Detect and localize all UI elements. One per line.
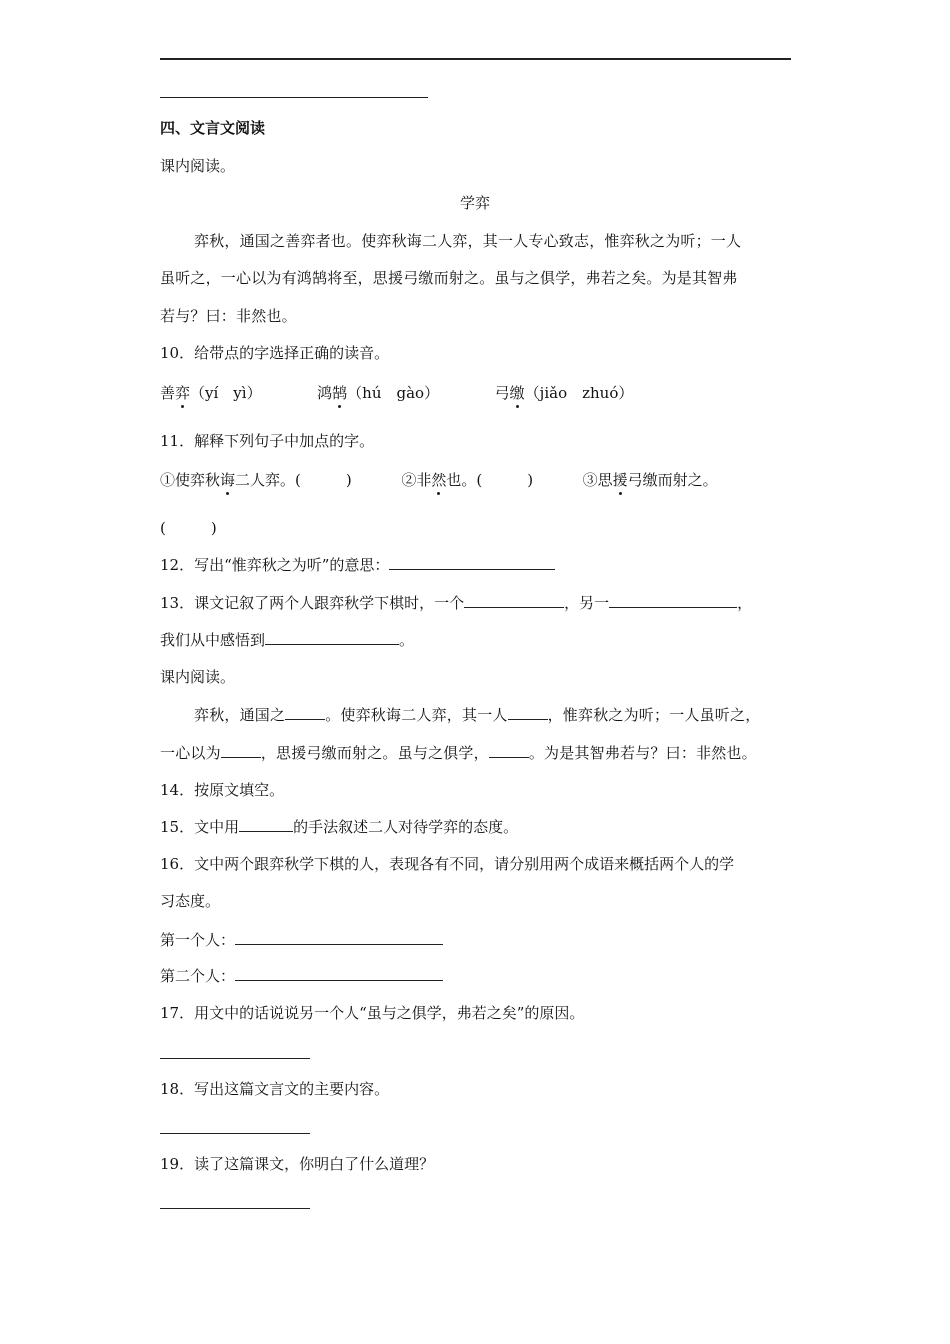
fill-blank-1[interactable]: [285, 705, 325, 720]
q16-line-1: 16．文中两个跟弈秋学下棋的人，表现各有不同，请分别用两个成语来概括两个人的学: [160, 855, 735, 873]
q13-blank-2[interactable]: [609, 593, 737, 608]
q11-item-3: ③思援弓缴而射之。: [582, 471, 718, 489]
answer-line-prev: [160, 97, 428, 98]
reading2-line-2: 一心以为 ，思援弓缴而射之。虽与之俱学， 。为是其智弗若与？曰：非然也。: [160, 744, 757, 762]
fill-blank-4[interactable]: [489, 743, 529, 758]
q17-stem: 17．用文中的话说说另一个人“虽与之俱学，弗若之矣”的原因。: [160, 1004, 585, 1022]
q13-line-2: 我们从中感悟到 。: [160, 631, 415, 649]
fill-blank-3[interactable]: [221, 743, 261, 758]
q11-item-1: ①使弈秋诲二人弈。( ): [160, 471, 352, 489]
q16-second: 第二个人：: [160, 966, 443, 986]
q11-paren: ( ): [160, 519, 217, 537]
header-rule: [160, 58, 791, 60]
q11-item-2: ②非然也。( ): [401, 471, 534, 489]
q10-b: 鸿鹄（hú gào）: [317, 384, 440, 402]
section-title: 四、文言文阅读: [160, 119, 266, 137]
q17-answer-line[interactable]: [160, 1058, 310, 1059]
q12-answer-blank[interactable]: [389, 555, 555, 570]
q13-blank-1[interactable]: [464, 593, 564, 608]
reading1-label: 课内阅读。: [160, 157, 236, 175]
passage-line-1: 弈秋，通国之善弈者也。使弈秋诲二人弈，其一人专心致志，惟弈秋之为听；一人: [194, 232, 742, 250]
passage-line-3: 若与？曰：非然也。: [160, 307, 297, 325]
q18-stem: 18．写出这篇文言文的主要内容。: [160, 1080, 390, 1098]
q16-line-2: 习态度。: [160, 892, 221, 910]
reading2-label: 课内阅读。: [160, 668, 236, 686]
passage-line-2: 虽听之，一心以为有鸿鹄将至，思援弓缴而射之。虽与之俱学，弗若之矣。为是其智弗: [160, 269, 738, 287]
q16-second-blank[interactable]: [235, 966, 443, 981]
q13-line-1: 13．课文记叙了两个人跟弈秋学下棋时，一个 ，另一 ，: [160, 594, 753, 612]
q19-stem: 19．读了这篇课文，你明白了什么道理？: [160, 1155, 435, 1173]
q11-stem: 11．解释下列句子中加点的字。: [160, 432, 375, 450]
q10-a: 善弈（yí yì）: [160, 384, 262, 402]
q15-blank[interactable]: [239, 817, 293, 832]
q16-first: 第一个人：: [160, 930, 443, 950]
q13-blank-3[interactable]: [265, 630, 399, 645]
reading2-line-1: 弈秋，通国之 。使弈秋诲二人弈，其一人 ，惟弈秋之为听；一人虽听之，: [194, 706, 761, 724]
q19-answer-line[interactable]: [160, 1208, 310, 1209]
fill-blank-2[interactable]: [508, 705, 548, 720]
passage-title: 学弈: [460, 194, 491, 212]
q10-stem: 10．给带点的字选择正确的读音。: [160, 344, 390, 362]
q16-first-blank[interactable]: [235, 930, 443, 945]
q11-items: [160, 470, 718, 490]
q15: 15．文中用 的手法叙述二人对待学弈的态度。: [160, 818, 519, 836]
q12: 12．写出“惟弈秋之为听”的意思：: [160, 555, 555, 575]
q10-c: 弓缴（jiǎo zhuó）: [494, 384, 634, 402]
q14-stem: 14．按原文填空。: [160, 781, 285, 799]
q18-answer-line[interactable]: [160, 1133, 310, 1134]
q10-options: [160, 383, 633, 403]
